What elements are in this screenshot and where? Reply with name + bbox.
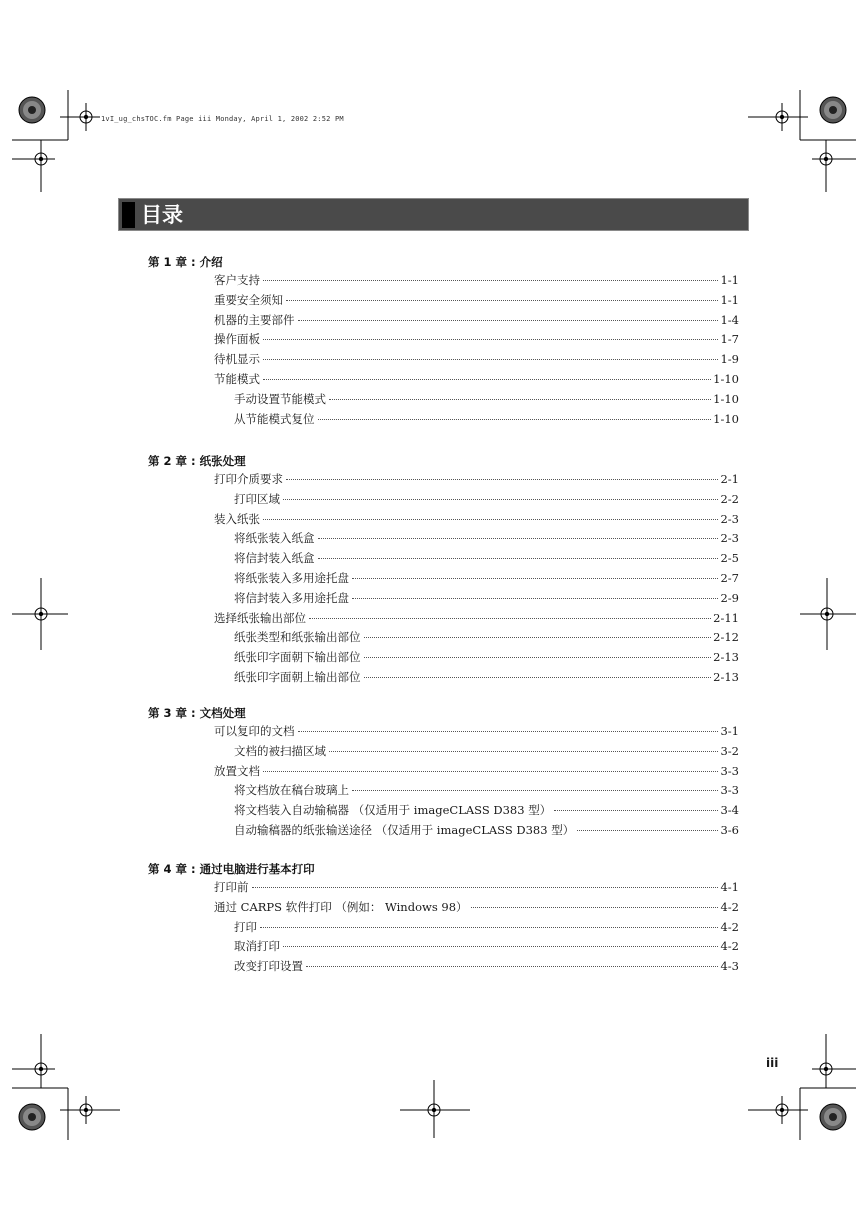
toc-entry[interactable] [234,802,739,818]
toc-entry-page: 4-2 [720,899,739,914]
toc-entry-label: 机器的主要部件 [214,312,295,327]
toc-entry-label: 放置文档 [214,763,260,778]
toc-entry-label: 改变打印设置 [234,959,303,974]
dot-leader [263,280,718,281]
toc-entry-page: 1-9 [720,352,739,367]
toc-entry-page: 4-1 [720,880,739,894]
toc-entry[interactable] [234,958,739,974]
toc-entry-page: 2-9 [720,590,739,605]
toc-entry[interactable] [234,550,739,566]
toc-entry-label: 取消打印 [234,939,280,954]
toc-entry-label: 文档的被扫描区域 [234,743,326,758]
registration-star-icon [19,1104,45,1130]
toc-entry[interactable] [234,822,739,838]
toc-entry-label: 自动输稿器的纸张输送途径 （仅适用于 imageCLASS D383 型） [234,823,575,837]
dot-leader [329,399,711,400]
dot-leader [577,830,718,831]
dot-leader [364,637,712,638]
toc-entry[interactable] [214,879,739,895]
toc-entry[interactable] [214,511,739,527]
toc-entry-page: 2-7 [720,571,739,585]
dot-leader [252,887,719,888]
dot-leader [286,479,718,480]
dot-leader [309,618,711,619]
toc-entry-label: 将文档装入自动输稿器 （仅适用于 imageCLASS D383 型） [234,803,552,818]
toc-entry-page: 2-13 [713,650,739,665]
toc-entry[interactable] [214,471,739,487]
toc-entry-page: 1-4 [720,312,739,327]
toc-entry-page: 3-6 [720,823,739,837]
toc-entry-label: 打印 [234,919,257,934]
toc-entry-page: 1-10 [713,372,739,386]
toc-entry-label: 将纸张装入多用途托盘 [234,571,349,585]
page-number: iii [766,1056,779,1070]
toc-entry[interactable] [234,669,739,685]
toc-entry[interactable] [234,782,739,798]
dot-leader [263,339,718,340]
toc-entry-label: 打印前 [214,880,249,894]
toc-entry-page: 1-1 [720,273,739,287]
chapter-heading: 第 3 章 : 文档处理 [148,706,246,720]
toc-entry-page: 4-3 [720,959,739,974]
dot-leader [471,907,719,908]
toc-entry-page: 4-2 [720,939,739,954]
chapter-heading: 第 1 章 : 介绍 [148,255,223,269]
toc-entry-label: 可以复印的文档 [214,724,295,738]
dot-leader [306,966,718,967]
dot-leader [364,677,712,678]
toc-entry[interactable] [234,530,739,546]
toc-entry-page: 3-3 [720,783,739,798]
toc-entry-label: 纸张类型和纸张输出部位 [234,630,361,645]
toc-entry-page: 2-1 [720,472,739,486]
registration-star-icon [820,1104,846,1130]
toc-entry[interactable] [214,331,739,347]
dot-leader [283,499,718,500]
toc-entry[interactable] [214,312,739,328]
dot-leader [263,519,718,520]
toc-entry-page: 1-7 [720,332,739,347]
toc-entry-page: 3-2 [720,743,739,758]
dot-leader [352,790,718,791]
dot-leader [298,320,719,321]
toc-entry-page: 3-4 [720,803,739,818]
page-title: 目录 [141,203,183,227]
toc-entry-label: 打印区域 [234,491,280,506]
toc-entry-label: 将信封装入多用途托盘 [234,590,349,605]
dot-leader [554,810,718,811]
dot-leader [263,379,711,380]
toc-entry-page: 2-3 [720,531,739,546]
toc-entry-page: 1-10 [713,391,739,406]
dot-leader [286,300,718,301]
toc-entry-label: 操作面板 [214,332,260,347]
toc-entry[interactable] [234,649,739,665]
toc-entry[interactable] [234,570,739,586]
chapter-heading: 第 4 章 : 通过电脑进行基本打印 [148,862,315,876]
toc-entry-page: 4-2 [720,919,739,934]
toc-entry[interactable] [214,292,739,308]
toc-entry-label: 待机显示 [214,352,260,367]
toc-entry[interactable] [234,590,739,606]
toc-entry-label: 重要安全须知 [214,292,283,307]
toc-entry-label: 装入纸张 [214,511,260,526]
dot-leader [263,771,718,772]
toc-entry-label: 纸张印字面朝下输出部位 [234,650,361,665]
dot-leader [352,578,718,579]
dot-leader [318,419,712,420]
toc-entry-label: 纸张印字面朝上输出部位 [234,670,361,684]
toc-entry[interactable] [234,491,739,507]
toc-entry-label: 打印介质要求 [214,472,283,486]
registration-star-icon [820,97,846,123]
toc-entry[interactable] [234,938,739,954]
toc-entry-label: 通过 CARPS 软件打印 （例如： Windows 98） [214,899,468,914]
toc-title-bar [118,198,749,231]
toc-entry-page: 2-3 [720,511,739,526]
toc-entry-label: 将文档放在稿台玻璃上 [234,783,349,798]
toc-entry[interactable] [214,351,739,367]
toc-entry-page: 2-11 [713,610,739,625]
toc-entry[interactable] [214,272,739,288]
dot-leader [298,731,719,732]
toc-entry-label: 手动设置节能模式 [234,391,326,406]
file-info-header: 1vI_ug_chsTOC.fm Page iii Monday, April 1, 2002 2:52 PM [101,115,344,123]
toc-entry-label: 从节能模式复位 [234,411,315,426]
toc-entry[interactable] [214,371,739,387]
toc-entry[interactable] [214,610,739,626]
dot-leader [260,927,718,928]
toc-entry-page: 3-1 [720,724,739,738]
toc-entry-label: 将纸张装入纸盒 [234,531,315,546]
toc-entry[interactable] [234,919,739,935]
dot-leader [263,359,718,360]
dot-leader [318,538,719,539]
toc-entry-page: 1-1 [720,292,739,307]
title-bar-block [122,202,135,228]
toc-entry[interactable] [234,743,739,759]
toc-entry-page: 2-2 [720,491,739,506]
dot-leader [364,657,712,658]
toc-entry-label: 选择纸张输出部位 [214,610,306,625]
toc-entry-label: 将信封装入纸盒 [234,551,315,566]
toc-entry-page: 2-5 [720,551,739,566]
chapter-heading: 第 2 章 : 纸张处理 [148,454,246,468]
toc-entry-page: 2-12 [713,630,739,645]
toc-entry[interactable] [214,723,739,739]
toc-entry[interactable] [214,763,739,779]
toc-entry[interactable] [234,629,739,645]
toc-entry[interactable] [234,411,739,427]
dot-leader [283,946,718,947]
dot-leader [329,751,718,752]
registration-star-icon [19,97,45,123]
dot-leader [318,558,719,559]
toc-entry-label: 客户支持 [214,273,260,287]
toc-entry-page: 1-10 [713,411,739,426]
toc-entry[interactable] [234,391,739,407]
toc-entry-page: 2-13 [713,670,739,684]
toc-entry[interactable] [214,899,739,915]
dot-leader [352,598,718,599]
toc-entry-page: 3-3 [720,763,739,778]
toc-entry-label: 节能模式 [214,372,260,386]
